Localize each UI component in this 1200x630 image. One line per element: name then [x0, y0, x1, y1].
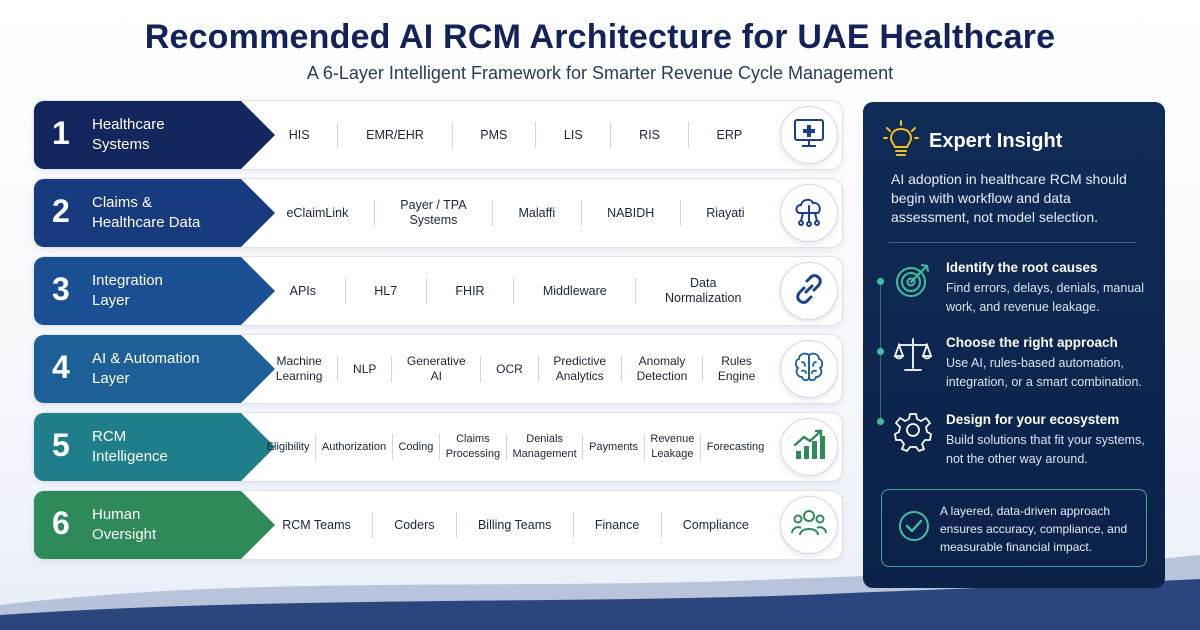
layer-item: [261, 354, 337, 384]
layer-items: [241, 257, 770, 325]
layer-item-line: eClaimLink: [286, 205, 349, 220]
layer-number: 6: [52, 505, 70, 541]
layer-item-line: Compliance: [682, 517, 749, 532]
layer-item-line: LIS: [563, 127, 583, 142]
layer-name: [92, 413, 242, 481]
layer-item: [261, 128, 337, 143]
layer-header: [34, 335, 241, 403]
link-icon: [792, 272, 826, 311]
timeline-dot: [877, 418, 884, 425]
callout-text: A layered, data-driven approach ensures accuracy, compliance, and measurable financial impact.: [940, 504, 1128, 554]
layer-item-line: Processing: [445, 448, 501, 460]
layer-item-line: Payer / TPA: [400, 198, 467, 212]
layer-item-line: Forecasting: [706, 440, 765, 453]
layer-item-line: RIS: [639, 127, 661, 142]
layer-row-1: [33, 100, 843, 170]
growth-chart-icon: [791, 427, 827, 468]
layer-item-line: Rules: [721, 354, 752, 368]
layer-item-line: Payments: [589, 440, 638, 453]
layer-item-line: RCM Teams: [282, 517, 351, 532]
scales-icon: [893, 335, 933, 380]
layer-row-5: [33, 412, 843, 482]
layer-item-line: HIS: [288, 127, 310, 142]
step-title: Identify the root causes: [946, 260, 1098, 275]
layer-item-line: Authorization: [321, 440, 387, 453]
layer-item: [583, 440, 643, 455]
layer-name-line: AI & Automation: [92, 350, 200, 367]
layer-item: [392, 354, 480, 384]
layer-item: [507, 432, 583, 462]
layer-name: [92, 179, 242, 247]
layer-item-line: Riayati: [706, 205, 745, 220]
layer-name-line: Human: [92, 506, 141, 523]
layer-header: [34, 413, 241, 481]
layer-icon-circle: [780, 106, 838, 164]
layer-name: [92, 335, 242, 403]
layer-item: [645, 432, 700, 462]
step-title: Choose the right approach: [946, 335, 1118, 350]
layer-item: [375, 198, 492, 228]
layer-item-line: Middleware: [542, 283, 607, 298]
timeline-dot: [877, 278, 884, 285]
layer-row-2: [33, 178, 843, 248]
layer-number: 3: [52, 271, 70, 307]
layer-item-line: Predictive: [553, 354, 607, 368]
layer-item-line: PMS: [480, 127, 508, 142]
layer-item: [536, 128, 610, 143]
layer-item: [338, 128, 451, 143]
layer-item: [261, 440, 315, 455]
gear-icon: [893, 412, 933, 457]
timeline-dot: [877, 348, 884, 355]
layer-name-line: Layer: [92, 292, 130, 309]
layer-number: 2: [52, 193, 70, 229]
layer-item-line: Denials: [526, 433, 563, 445]
layer-item: [636, 276, 770, 306]
people-icon: [790, 505, 828, 546]
layer-item-line: Billing Teams: [477, 517, 552, 532]
layer-number: 5: [52, 427, 70, 463]
panel-title: Expert Insight: [929, 130, 1063, 152]
layer-name-line: Integration: [92, 272, 163, 289]
layer-name-line: Healthcare Data: [92, 214, 201, 231]
layer-item: [393, 440, 439, 455]
layer-item: [427, 284, 513, 299]
layer-name-line: Claims &: [92, 194, 153, 211]
layer-number: 1: [52, 115, 70, 151]
layer-item-line: Data: [690, 276, 717, 290]
layer-items: [241, 179, 770, 247]
step-description: Use AI, rules-based automation, integration, or a smart combination.: [946, 356, 1142, 389]
layer-item-line: Eligibility: [266, 440, 310, 453]
layer-item: [681, 206, 770, 221]
layer-header: [34, 179, 241, 247]
summary-callout: [881, 489, 1147, 567]
panel-intro: AI adoption in healthcare RCM should begin with workflow and data assessment, not model selection.: [891, 171, 1127, 225]
layer-header: [34, 101, 241, 169]
layer-item: [703, 354, 770, 384]
brain-icon: [791, 349, 827, 390]
layer-item: [261, 206, 374, 221]
layer-name-line: Oversight: [92, 526, 157, 543]
layer-item: [453, 128, 536, 143]
layer-item: [346, 284, 426, 299]
layer-item-line: Leakage: [651, 448, 694, 460]
expert-insight-panel: [863, 102, 1165, 588]
layer-name-line: RCM: [92, 428, 127, 445]
layer-item-line: Malaffi: [518, 205, 556, 220]
layer-name: [92, 101, 242, 169]
layer-name-line: Healthcare: [92, 116, 165, 133]
layer-row-4: [33, 334, 843, 404]
layer-item-line: Generative: [406, 354, 466, 368]
layer-item-line: ERP: [716, 127, 743, 142]
layer-items: [241, 413, 770, 481]
layer-row-3: [33, 256, 843, 326]
layer-item-line: Engine: [717, 369, 756, 383]
layer-item: [261, 284, 345, 299]
step-description: Find errors, delays, denials, manual work, and revenue leakage.: [946, 281, 1145, 314]
layer-item: [582, 206, 680, 221]
page-title: Recommended AI RCM Architecture for UAE Healthcare: [144, 18, 1056, 56]
layer-item-line: Detection: [636, 369, 688, 383]
layer-item-line: FHIR: [455, 283, 485, 298]
layer-item: [514, 284, 635, 299]
layer-icon-circle: [780, 262, 838, 320]
layer-item: [493, 206, 581, 221]
layer-item: [440, 432, 506, 462]
layer-item-line: AI: [430, 369, 442, 383]
layer-item: [261, 518, 372, 533]
page-subtitle: A 6-Layer Intelligent Framework for Smarter Revenue Cycle Management: [306, 63, 894, 83]
layer-item: [373, 518, 456, 533]
layer-item-line: Claims: [456, 433, 490, 445]
layer-item-line: Management: [512, 448, 577, 460]
layer-header: [34, 491, 241, 559]
layer-name-line: Layer: [92, 370, 130, 387]
layer-name-line: Intelligence: [92, 448, 168, 465]
layer-item-line: Revenue: [650, 433, 695, 445]
layer-item: [701, 440, 770, 455]
layer-item-line: OCR: [496, 361, 523, 376]
layer-item-line: Learning: [275, 369, 323, 383]
layer-item-line: NLP: [353, 361, 377, 376]
layer-icon-circle: [780, 184, 838, 242]
target-icon: [893, 260, 933, 305]
layer-item: [611, 128, 687, 143]
check-circle-icon: [898, 510, 930, 547]
layer-item-line: Finance: [594, 517, 640, 532]
step-description: Build solutions that fit your systems, not the other way around.: [946, 433, 1145, 466]
layer-item: [539, 354, 621, 384]
layer-item-line: Systems: [409, 213, 458, 227]
layer-name: [92, 257, 242, 325]
layer-item: [457, 518, 573, 533]
layer-item-line: APIs: [289, 283, 317, 298]
layer-item-line: NABIDH: [607, 205, 655, 220]
layer-number: 4: [52, 349, 70, 385]
layer-icon-circle: [780, 418, 838, 476]
layer-item-line: Machine: [276, 354, 322, 368]
layer-header: [34, 257, 241, 325]
layer-icon-circle: [780, 340, 838, 398]
layer-item-line: Normalization: [664, 291, 742, 305]
layer-item: [481, 362, 537, 377]
layer-item: [316, 440, 392, 455]
layer-item: [662, 518, 770, 533]
layer-row-6: [33, 490, 843, 560]
layer-item-line: Anomaly: [638, 354, 686, 368]
layer-item: [689, 128, 770, 143]
layer-items: [241, 491, 770, 559]
layer-items: [241, 101, 770, 169]
layer-name-line: Systems: [92, 136, 150, 153]
layer-icon-circle: [780, 496, 838, 554]
lightbulb-icon: [883, 120, 919, 165]
cloud-network-icon: [791, 193, 827, 234]
panel-divider: [889, 242, 1137, 243]
layer-name: [92, 491, 242, 559]
step-title: Design for your ecosystem: [946, 412, 1120, 427]
layer-item: [574, 518, 661, 533]
layer-item-line: Analytics: [555, 369, 604, 383]
layer-items: [241, 335, 770, 403]
layer-item-line: EMR/EHR: [366, 127, 424, 142]
monitor-medical-icon: [792, 116, 826, 155]
layer-item-line: HL7: [374, 283, 398, 298]
layer-item-line: Coders: [394, 517, 435, 532]
layer-item: [338, 362, 391, 377]
layer-item: [622, 354, 702, 384]
layer-item-line: Coding: [398, 440, 434, 453]
